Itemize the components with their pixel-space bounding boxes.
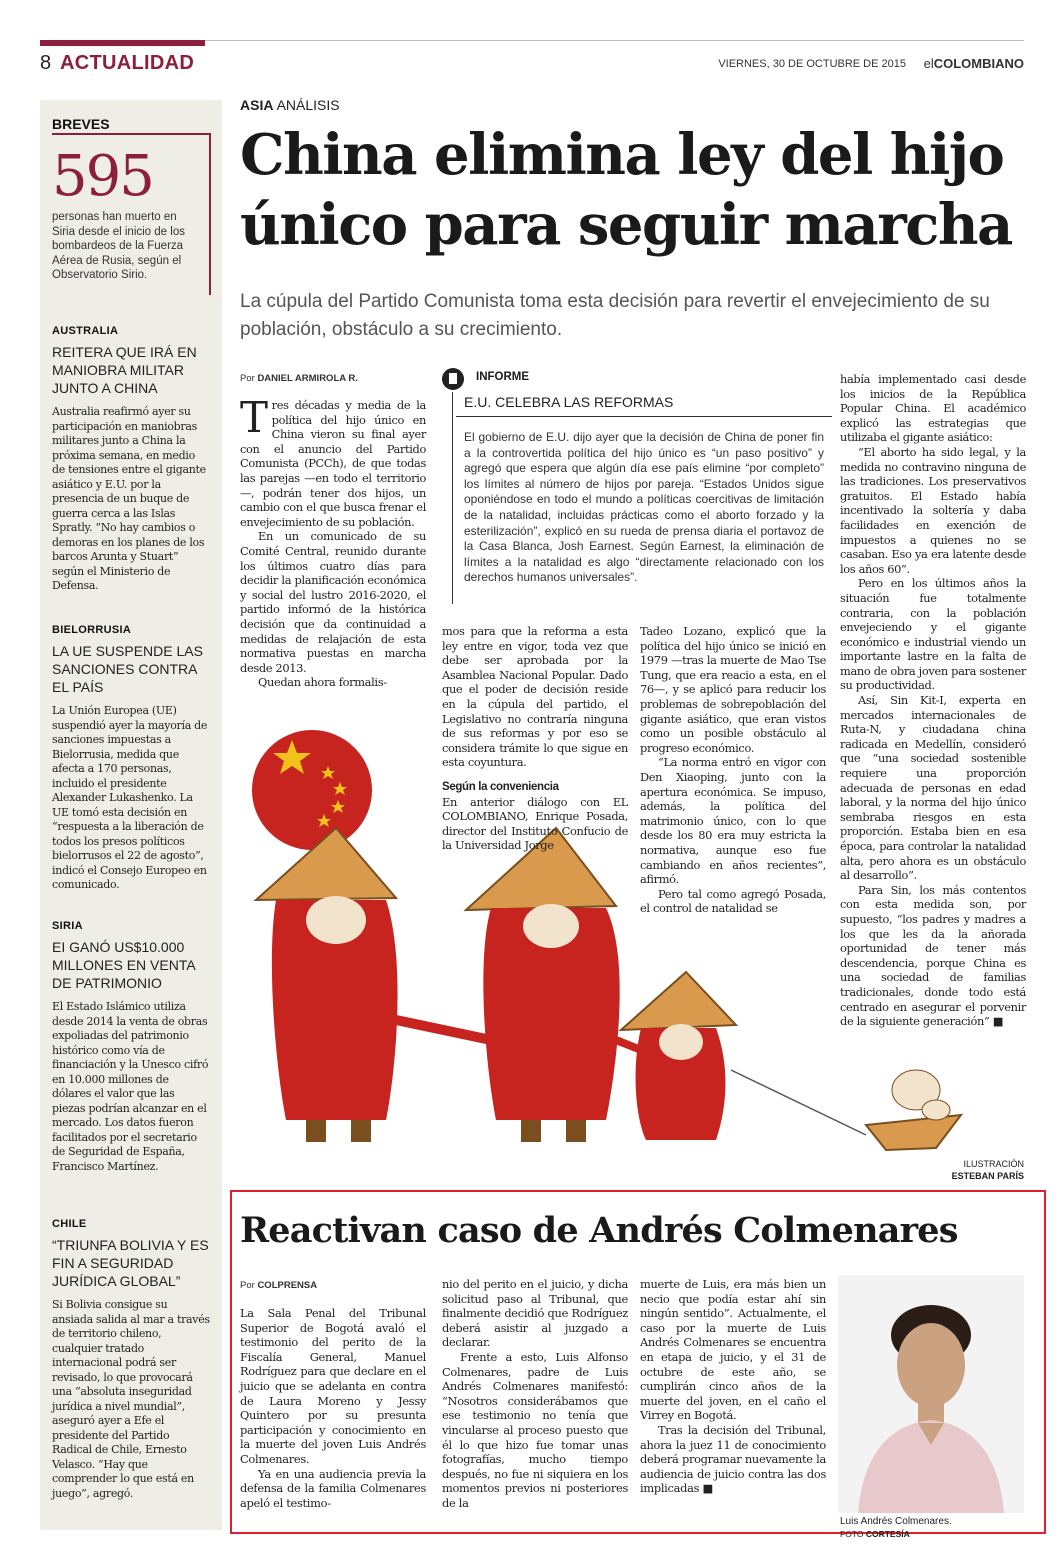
article-subhead: Según la conveniencia	[442, 780, 559, 793]
brief-siria	[52, 920, 210, 1174]
brief-country: AUSTRALIA	[52, 325, 119, 337]
drop-cap: T	[240, 393, 268, 442]
breves-vertical-rule	[209, 133, 211, 295]
page-number: 8	[40, 52, 52, 74]
breves-summary: personas han muerto en Siria desde el inicio de los bombardeos de la Fuerza Aérea de Rusia, según el Observatorio Sirio.	[52, 211, 185, 281]
figure-child	[616, 972, 866, 1140]
second-article-column-3: muerte de Luis, era más bien un necio que podía estar ahí sin ningún sentido”. Actualmente, el caso por la muerte de Luis Andrés Colmenares se encuentra en etapa de juicio, y el 31 de octubre de este año, se cumplirán cinco años de la muerte del joven, en el caño el Virrey en Bogotá. Tras la decisión del Tribunal, ahora la juez 11 de conocimiento deberá programar nuevamente la audiencia de juicio contra las dos implicadas ■	[640, 1277, 826, 1496]
brief-country: BIELORRUSIA	[52, 624, 132, 636]
brief-bielorrusia	[52, 624, 210, 893]
chinese-flag-circle	[252, 730, 372, 850]
section-title: ACTUALIDAD	[60, 52, 195, 74]
section-color-bar	[40, 40, 205, 46]
photo-caption: Luis Andrés Colmenares. FOTO CORTESÍA	[840, 1516, 952, 1539]
baby-in-basket	[866, 1070, 961, 1150]
brief-body: El Estado Islámico utiliza desde 2014 la venta de obras expoliadas del patrimonio histórico como vía de financiación y la Unesco cifró en 10.000 millones de dólares el valor que las piezas podrían alcanzar en el mercado. Los datos fueron facilitados por el secretario de Seguridad de España, Francisco Martínez.	[52, 1000, 209, 1173]
brief-headline: LA UE SUSPENDE LAS SANCIONES CONTRA EL PAÍS	[52, 643, 203, 695]
brief-chile	[52, 1218, 210, 1501]
portrait-photo	[838, 1275, 1024, 1513]
informe-text: El gobierno de E.U. dijo ayer que la decisión de China de poner fin a la controvertida política del hijo único es “un paso positivo” y agregó que espera que algún día ese país elimine “por completo” los límites al número de hijos por pareja. “Estados Unidos sigue oponiéndose en todo el mundo a políticas coercitivas de limitación de la natalidad, incluidas prácticas como el aborto forzado y la esterilización”, explicó en su rueda de prensa diaria el portavoz de la Casa Blanca, Josh Earnest. Según Earnest, la eliminación de límites a la natalidad es algo “directamente relacionado con los derechos humanos universales”.	[464, 430, 824, 585]
brief-body: Australia reafirmó ayer su participación en maniobras militares junto a China la próxima semana, en medio de tensiones entre el gigante asiático y E.U. por la presencia de un buque de guerra cerca a las Islas Spratly. “No hay cambios o demoras en los planes de los barcos Arunta y Stuart” según el Ministerio de Defensa.	[52, 405, 206, 592]
informe-box	[442, 368, 832, 608]
second-article-byline: Por COLPRENSA	[240, 1280, 318, 1291]
issue-date: VIERNES, 30 DE OCTUBRE DE 2015	[718, 58, 906, 70]
breves-big-number: 595	[52, 144, 153, 209]
article-column-2: mos para que la reforma a esta ley entre en vigor, toda vez que debe ser aprobada por la Asamblea Nacional Popular. Dado que el poder de decisión reside en la cúpula del partido, el Legislativo no contraría ninguna de sus reformas y por eso se considera trámite lo que sigue en esta coyuntura. Según la conveniencia En anterior diálogo con EL COLOMBIANO, Enrique Posada, director del Instituto Confucio de la Universidad Jorge	[442, 624, 628, 853]
informe-vertical-rule	[452, 392, 453, 604]
brief-country: SIRIA	[52, 920, 83, 932]
brief-headline: “TRIUNFA BOLIVIA Y ES FIN A SEGURIDAD JURÍDICA GLOBAL”	[52, 1237, 209, 1289]
article-column-1: Tres décadas y media de la política del hijo único en China vieron su final ayer con el anuncio del Partido Comunista (PCCh), de que todas las parejas —en todo el territorio—, podrán tener dos hijos, un cambio con el que busca frenar el envejecimiento de su población. En un comunicado de su Comité Central, reunido durante los últimos cuatro días para decidir la planificación económica y social del lustro 2016-2020, el partido informó de la histórica decisión que da continuidad a medidas de relajación de esta normativa puestas en marcha desde 2013. Quedan ahora formalis-	[240, 393, 426, 690]
breves-label: BREVES	[52, 116, 110, 132]
article-column-4: había implementado casi desde los inicios de la República Popular China. El académico explicó las estrategias que utilizaba el gigante asiático: “El aborto ha sido legal, y la medida no contravino ninguna de las tradiciones. Los preservativos gratuitos. El Estado había incentivado la soltería y daba facilidades en exención de impuestos a quienes no se casaban. Eso ya era latente desde los años 60”. Pero en los últimos años la situación fue totalmente contraria, con la población envejeciendo y el gigante económico e industrial viendo un importante lastre en la falta de mano de obra joven para sostener su productividad. Así, Sin Kit-I, experta en mercados internacionales de Ruta-N, y ciudadana china radicada en Medellín, consideró que “una sociedad sostenible requiere una proporción adecuada de personas en edad laboral, y la norma del hijo único sembraba riesgos en esta proporción. Estaba bien en esa época, para controlar la natalidad alta, pero ahora es un obstáculo al desarrollo”. Para Sin, los más contentos con esta medida son, por supuesto, “los padres y madres a los que les da la añorada oportunidad de tener más descendencia, porque China es una sociedad de familias tradicionales, donde todo está centrado en asegurar el porvenir de la siguiente generación” ■	[840, 372, 1026, 1029]
informe-label: INFORME	[476, 371, 530, 383]
article-byline: Por DANIEL ARMIROLA R.	[240, 373, 358, 384]
illustration-credit: ILUSTRACIÓN ESTEBAN PARÍS	[951, 1159, 1024, 1181]
figure-parent	[396, 828, 620, 1142]
second-article-column-2: nio del perito en el juicio, y dicha solicitud paso al Tribunal, que finalmente decidió que Rodríguez deberá asistir al juzgado a declarar. Frente a esto, Luis Alfonso Colmenares, padre de Luis Andrés Colmenares manifestó: “Nosotros considerábamos que ese testimonio no tenía que vincularse al proceso puesto que él lo que hizo fue tomar unas fotografías, mucho tiempo después, no fue ni siquiera en los momentos previos ni posteriores de la	[442, 1277, 628, 1510]
informe-rule	[456, 416, 832, 417]
second-article-column-1: La Sala Penal del Tribunal Superior de Bogotá avaló el testimonio del perito de la Fiscalía General, Manuel Rodríguez para que declare en el juicio que se adelanta en contra de Laura Moreno y Jessy Quintero por su presunta participación y conocimiento en la muerte del joven Luis Andrés Colmenares. Ya en una audiencia previa la defensa de la familia Colmenares apeló el testimo-	[240, 1306, 426, 1510]
brief-body: Si Bolivia consigue su ansiada salida al mar a través de territorio chileno, cualquier tratado internacional podrá ser revisado, lo que provocará una “absoluta inseguridad jurídica a nivel mundial”, aseguró ayer a Efe el presidente del Partido Radical de Chile, Ernesto Velasco. “Hay que comprender lo que está en juego”, agregó.	[52, 1298, 210, 1500]
brief-headline: EI GANÓ US$10.000 MILLONES EN VENTA DE PATRIMONIO	[52, 939, 195, 991]
article-headline: China elimina ley del hijo único para seguir marcha	[240, 122, 1012, 258]
brief-australia	[52, 325, 210, 594]
article-deck: La cúpula del Partido Comunista toma esta decisión para revertir el envejecimiento de su población, obstáculo a su crecimiento.	[240, 291, 990, 340]
brief-body: La Unión Europea (UE) suspendió ayer la mayoría de sanciones impuestas a Bielorrusia, medida que afecta a 170 personas, incluido el presidente Alexander Lukashenko. La UE tomó esta decisión en “respuesta a la liberación de todos los presos políticos bielorrusos el 22 de agosto”, indicó el Consejo Europeo en comunicado.	[52, 704, 208, 891]
second-article-headline: Reactivan caso de Andrés Colmenares	[240, 1210, 958, 1251]
document-icon	[442, 368, 464, 390]
brief-headline: REITERA QUE IRÁ EN MANIOBRA MILITAR JUNTO A CHINA	[52, 344, 197, 396]
brief-country: CHILE	[52, 1218, 87, 1230]
article-kicker: ASIA ANÁLISIS	[240, 97, 340, 113]
article-column-3: Tadeo Lozano, explicó que la política del hijo único se inició en 1979 —tras la muerte de Mao Tse Tung, que era reacio a esta, en el 76—, y se aplicó para reducir los problemas de sobrepoblación del gigante asiático, que eran vistos como un posible obstáculo al progreso económico. “La norma entró en vigor con Den Xiaoping, junto con la apertura económica. Se impuso, además, la política del matrimonio único, con lo que desde los 80 era muy estricta la normativa, aunque eso fue cambiando en años recientes”, afirmó. Pero tal como agregó Posada, el control de natalidad se	[640, 624, 826, 916]
newspaper-name: elCOLOMBIANO	[923, 56, 1024, 71]
figure-grandparent	[256, 828, 398, 1142]
informe-title: E.U. CELEBRA LAS REFORMAS	[464, 394, 674, 410]
breves-rule	[52, 133, 210, 135]
